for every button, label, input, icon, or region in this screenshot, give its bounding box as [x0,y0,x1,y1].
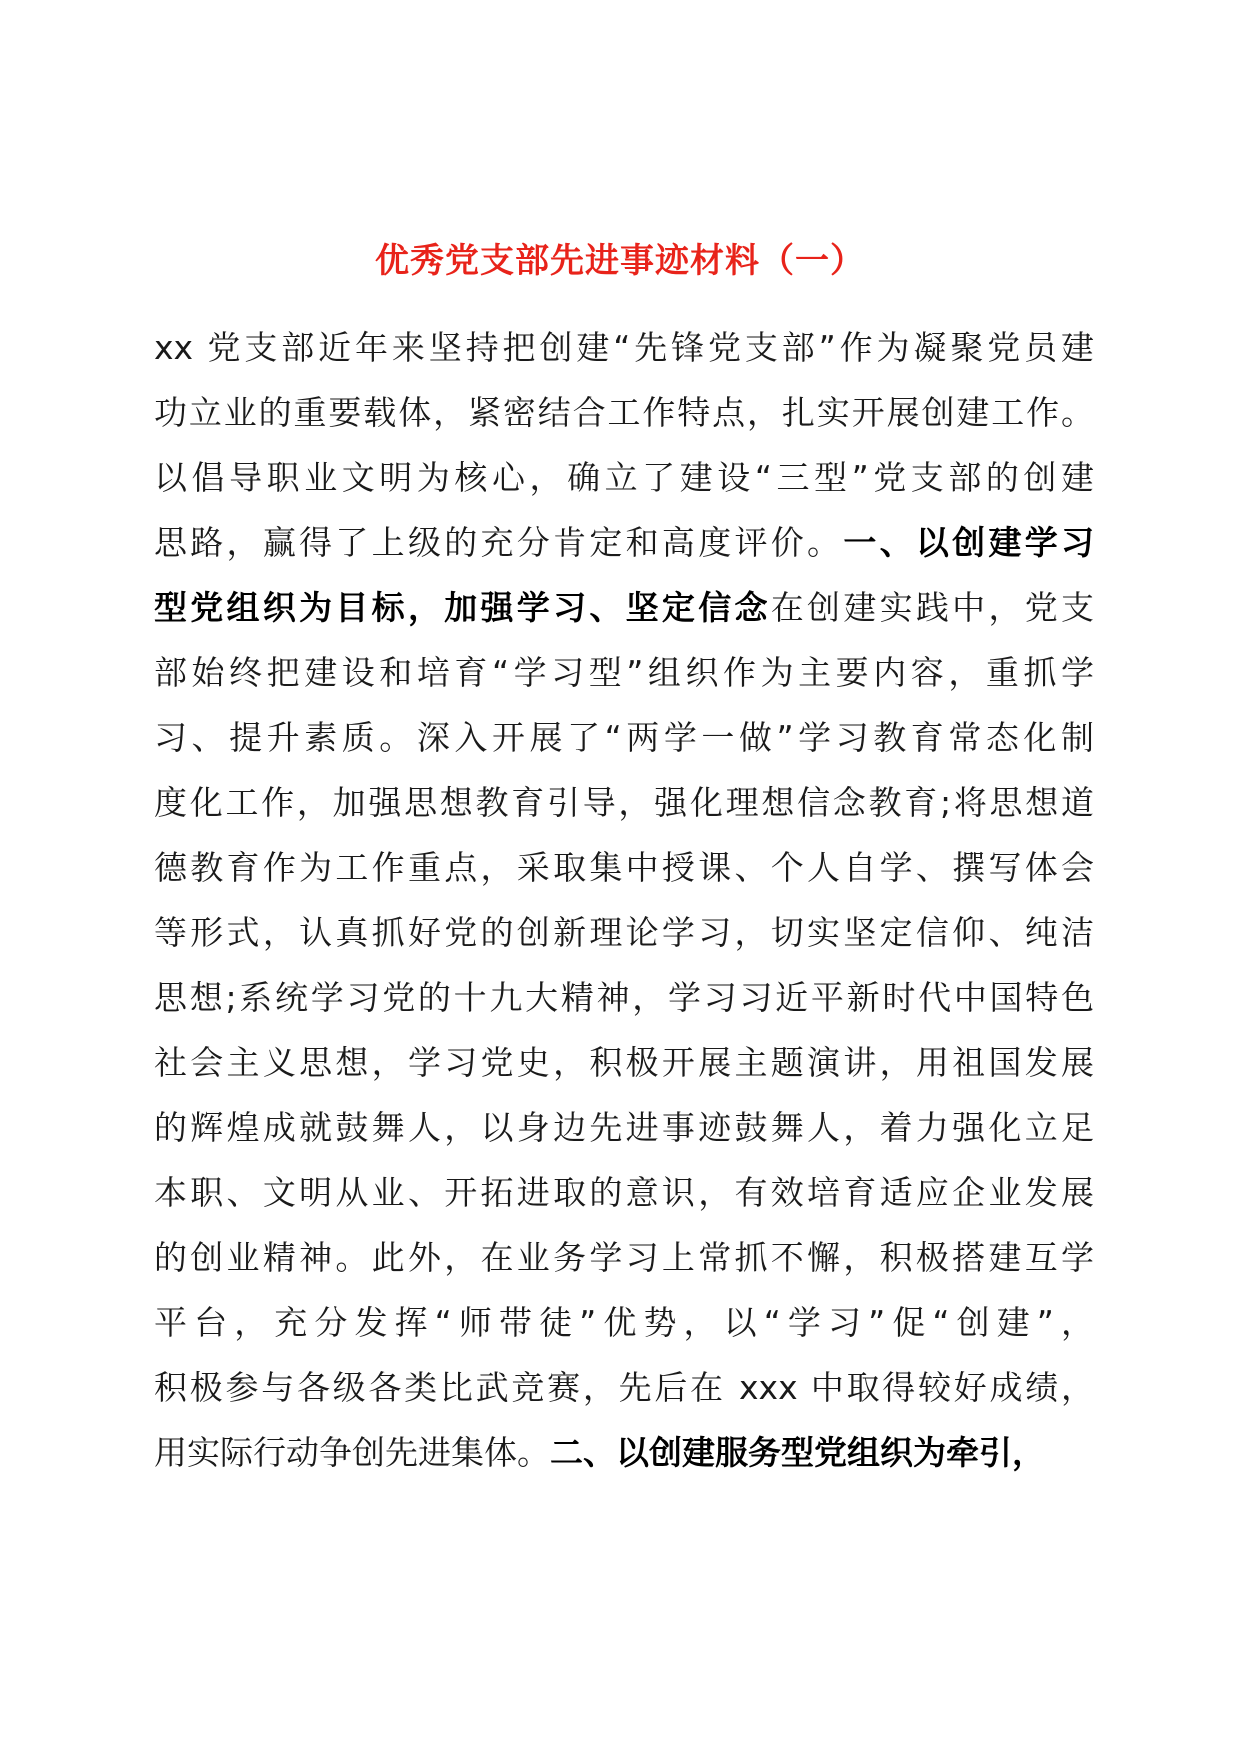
body-line [154,835,1094,900]
body-line [154,380,1094,445]
body-text: 社会主义思想，学习党史，积极开展主题演讲，用祖国发展 [154,1043,1094,1082]
body-text: 等形式，认真抓好党的创新理论学习，切实坚定信仰、纯洁 [154,913,1094,952]
body-text: xx 党支部近年来坚持把创建“先锋党支部”作为凝聚党员建 [154,328,1094,367]
body-text: 德教育作为工作重点，采取集中授课、个人自学、撰写体会 [154,848,1094,887]
body-line [154,575,1094,640]
body-line [154,965,1094,1030]
section-heading-1-part: 一、以创建学习 [843,523,1094,562]
body-line [154,1355,1094,1420]
body-text: 思想;系统学习党的十九大精神，学习习近平新时代中国特色 [154,978,1094,1017]
body-line [154,900,1094,965]
body-line [154,1290,1094,1355]
body-text: 以倡导职业文明为核心，确立了建设“三型”党支部的创建 [154,458,1094,497]
body-text: 思路，赢得了上级的充分肯定和高度评价。 [154,523,844,562]
body-text: 习、提升素质。深入开展了“两学一做”学习教育常态化制 [154,718,1094,757]
body-line [154,510,1094,575]
body-line [154,1225,1094,1290]
body-text: 度化工作，加强思想教育引导，强化理想信念教育;将思想道 [154,783,1094,822]
body-text: 本职、文明从业、开拓进取的意识，有效培育适应企业发展 [154,1173,1094,1212]
body-line [154,770,1094,835]
body-text: 在创建实践中，党支 [770,588,1094,627]
body-line [154,1160,1094,1225]
body-line [154,1095,1094,1160]
body-line [154,315,1094,380]
body-line [154,1030,1094,1095]
body-line [154,1420,1094,1485]
body-text: 用实际行动争创先进集体。 [154,1433,550,1472]
document-title: 优秀党支部先进事迹材料（一） [375,241,865,281]
body-line [154,640,1094,705]
section-heading-1-part: 型党组织为目标，加强学习、坚定信念 [154,588,771,627]
body-text: 部始终把建设和培育“学习型”组织作为主要内容，重抓学 [154,653,1094,692]
body-line [154,445,1094,510]
body-text: 积极参与各级各类比武竞赛，先后在 xxx 中取得较好成绩， [154,1368,1094,1407]
body-text: 功立业的重要载体，紧密结合工作特点，扎实开展创建工作。 [154,393,1094,432]
body-text: 平台，充分发挥“师带徒”优势，以“学习”促“创建”， [154,1303,1094,1342]
section-heading-2-part: 二、以创建服务型党组织为牵引， [550,1433,1045,1472]
body-text: 的创业精神。此外，在业务学习上常抓不懈，积极搭建互学 [154,1238,1094,1277]
body-text: 的辉煌成就鼓舞人，以身边先进事迹鼓舞人，着力强化立足 [154,1108,1094,1147]
document-body [154,315,1094,1495]
body-line [154,705,1094,770]
